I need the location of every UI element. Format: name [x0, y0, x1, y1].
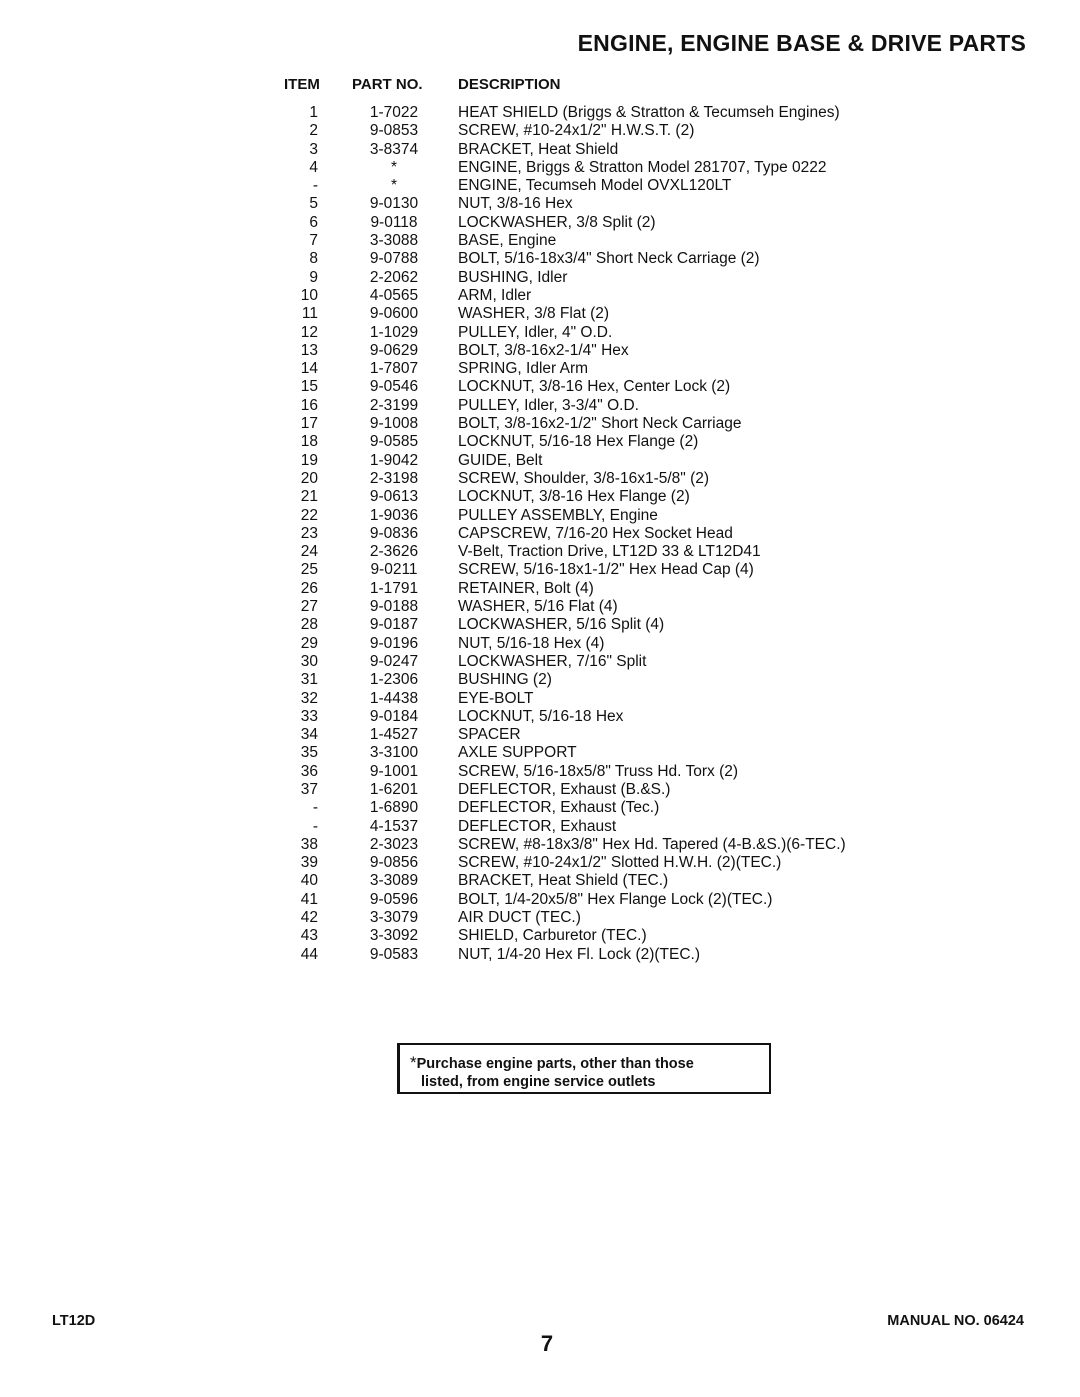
part-description: BOLT, 3/8-16x2-1/2" Short Neck Carriage: [458, 415, 742, 433]
table-row: [0, 763, 1080, 781]
part-number: 9-0853: [369, 122, 419, 140]
part-description: BUSHING, Idler: [458, 268, 568, 286]
item-number: 3: [309, 140, 318, 158]
part-description: AIR DUCT (TEC.): [458, 909, 581, 927]
item-number: 6: [309, 213, 318, 231]
table-row: [0, 159, 1080, 177]
item-number: 15: [300, 378, 318, 396]
table-row: [0, 799, 1080, 817]
item-number: 10: [300, 286, 318, 304]
part-description: GUIDE, Belt: [458, 451, 543, 469]
part-description: NUT, 3/8-16 Hex: [458, 195, 573, 213]
table-row: [0, 726, 1080, 744]
table-row: [0, 653, 1080, 671]
part-description: BRACKET, Heat Shield (TEC.): [458, 872, 669, 890]
footer-model: LT12D: [52, 1313, 96, 1329]
part-description: LOCKNUT, 3/8-16 Hex Flange (2): [458, 488, 690, 506]
table-row: [0, 378, 1080, 396]
table-row: [0, 104, 1080, 122]
page-title: ENGINE, ENGINE BASE & DRIVE PARTS: [577, 30, 1026, 56]
item-number: 16: [300, 396, 318, 414]
column-header-part-no: PART NO.: [352, 76, 423, 93]
item-number: 23: [300, 524, 318, 542]
part-number: 9-0600: [369, 305, 419, 323]
part-description: BUSHING (2): [458, 671, 552, 689]
item-number: 26: [300, 579, 318, 597]
table-row: [0, 891, 1080, 909]
column-header-description: DESCRIPTION: [458, 76, 561, 93]
part-description: LOCKWASHER, 3/8 Split (2): [458, 213, 656, 231]
item-number: 5: [309, 195, 318, 213]
item-number: -: [312, 799, 318, 817]
part-description: PULLEY, Idler, 3-3/4" O.D.: [458, 396, 639, 414]
part-number: 3-3100: [369, 744, 419, 762]
part-number: 9-0188: [369, 598, 419, 616]
item-number: 28: [300, 616, 318, 634]
table-row: [0, 122, 1080, 140]
table-row: [0, 635, 1080, 653]
part-description: WASHER, 3/8 Flat (2): [458, 305, 610, 323]
item-number: 33: [300, 707, 318, 725]
part-description: SCREW, #10-24x1/2" Slotted H.W.H. (2)(TEC.): [458, 854, 782, 872]
part-number: 4-0565: [369, 286, 419, 304]
part-number: 9-0613: [369, 488, 419, 506]
part-description: NUT, 1/4-20 Hex Fl. Lock (2)(TEC.): [458, 945, 701, 963]
part-number: 3-3079: [369, 909, 419, 927]
item-number: 20: [300, 469, 318, 487]
part-number: 9-0187: [369, 616, 419, 634]
item-number: 30: [300, 652, 318, 670]
part-number: 3-8374: [369, 140, 419, 158]
part-number: 9-1008: [369, 415, 419, 433]
table-row: [0, 616, 1080, 634]
part-number: 9-0583: [369, 945, 419, 963]
table-row: [0, 818, 1080, 836]
table-row: [0, 452, 1080, 470]
item-number: 39: [300, 854, 318, 872]
table-row: [0, 232, 1080, 250]
part-number: 9-0596: [369, 890, 419, 908]
table-row: [0, 909, 1080, 927]
item-number: 44: [300, 945, 318, 963]
item-number: 11: [301, 305, 318, 323]
item-number: 13: [300, 341, 318, 359]
part-number: 1-2306: [369, 671, 419, 689]
item-number: 29: [300, 634, 318, 652]
item-number: 38: [300, 835, 318, 853]
note-line-2: listed, from engine service outlets: [421, 1074, 656, 1090]
table-row: [0, 342, 1080, 360]
part-description: SPRING, Idler Arm: [458, 360, 589, 378]
item-number: 43: [300, 927, 318, 945]
part-description: LOCKWASHER, 7/16" Split: [458, 652, 647, 670]
part-number: 3-3092: [369, 927, 419, 945]
item-number: 25: [300, 561, 318, 579]
part-description: DEFLECTOR, Exhaust (B.&S.): [458, 780, 671, 798]
item-number: 41: [300, 890, 318, 908]
part-description: LOCKNUT, 5/16-18 Hex: [458, 707, 624, 725]
part-number: 2-2062: [369, 268, 419, 286]
part-description: BOLT, 3/8-16x2-1/4" Hex: [458, 341, 629, 359]
item-number: 32: [300, 689, 318, 707]
part-number: 2-3199: [369, 396, 419, 414]
table-row: [0, 543, 1080, 561]
part-number: 2-3023: [369, 835, 419, 853]
part-description: SCREW, #10-24x1/2" H.W.S.T. (2): [458, 122, 695, 140]
engine-parts-note: [397, 1043, 771, 1094]
table-row: [0, 836, 1080, 854]
part-number: 9-0546: [369, 378, 419, 396]
part-number: 1-4527: [369, 726, 419, 744]
part-number: 3-3089: [369, 872, 419, 890]
table-row: [0, 287, 1080, 305]
part-number: 1-1791: [369, 579, 419, 597]
item-number: 42: [300, 909, 318, 927]
item-number: -: [312, 817, 318, 835]
part-description: EYE-BOLT: [458, 689, 534, 707]
table-row: [0, 872, 1080, 890]
table-row: [0, 507, 1080, 525]
item-number: 8: [309, 250, 318, 268]
table-row: [0, 927, 1080, 945]
table-row: [0, 488, 1080, 506]
table-row: [0, 415, 1080, 433]
part-number: 9-0130: [369, 195, 419, 213]
part-number: 1-1029: [369, 323, 419, 341]
part-description: SCREW, 5/16-18x5/8" Truss Hd. Torx (2): [458, 762, 739, 780]
part-number: 1-7022: [369, 104, 419, 121]
part-description: ARM, Idler: [458, 286, 532, 304]
part-description: ENGINE, Tecumseh Model OVXL120LT: [458, 177, 732, 195]
item-number: 9: [309, 268, 318, 286]
note-line-1: Purchase engine parts, other than those: [416, 1056, 694, 1072]
part-number: 2-3626: [369, 543, 419, 561]
item-number: 34: [300, 726, 318, 744]
part-number: 9-0247: [369, 652, 419, 670]
part-description: SCREW, Shoulder, 3/8-16x1-5/8" (2): [458, 469, 710, 487]
item-number: 31: [300, 671, 318, 689]
table-row: [0, 671, 1080, 689]
item-number: 14: [300, 360, 318, 378]
part-number: 9-0211: [370, 561, 418, 579]
parts-table: [0, 104, 1080, 964]
table-row: [0, 946, 1080, 964]
part-description: SPACER: [458, 726, 521, 744]
table-row: [0, 269, 1080, 287]
part-number: 9-0585: [369, 433, 419, 451]
part-description: WASHER, 5/16 Flat (4): [458, 598, 618, 616]
part-number: 9-0629: [369, 341, 419, 359]
part-description: PULLEY, Idler, 4" O.D.: [458, 323, 613, 341]
part-number: 1-9036: [369, 506, 419, 524]
table-row: [0, 854, 1080, 872]
part-description: BOLT, 1/4-20x5/8" Hex Flange Lock (2)(TEC.): [458, 890, 773, 908]
table-row: [0, 598, 1080, 616]
part-number: 9-1001: [369, 762, 419, 780]
part-number: 2-3198: [369, 469, 419, 487]
part-number: 1-6890: [369, 799, 419, 817]
part-number: *: [390, 158, 398, 176]
part-number: 9-0196: [369, 634, 419, 652]
part-description: AXLE SUPPORT: [458, 744, 577, 762]
part-description: RETAINER, Bolt (4): [458, 579, 594, 597]
part-description: CAPSCREW, 7/16-20 Hex Socket Head: [458, 524, 733, 542]
part-number: 9-0118: [370, 213, 418, 231]
part-description: BRACKET, Heat Shield: [458, 140, 619, 158]
table-row: [0, 561, 1080, 579]
item-number: 1: [309, 104, 318, 121]
part-number: 1-4438: [369, 689, 419, 707]
part-description: DEFLECTOR, Exhaust (Tec.): [458, 799, 660, 817]
item-number: 35: [300, 744, 318, 762]
column-header-item: ITEM: [284, 76, 320, 93]
item-number: 40: [300, 872, 318, 890]
part-description: ENGINE, Briggs & Stratton Model 281707, Type 0222: [458, 158, 827, 176]
part-description: V-Belt, Traction Drive, LT12D 33 & LT12D41: [458, 543, 761, 561]
item-number: 22: [300, 506, 318, 524]
table-row: [0, 214, 1080, 232]
part-number: 9-0836: [369, 524, 419, 542]
table-row: [0, 397, 1080, 415]
table-row: [0, 324, 1080, 342]
item-number: 12: [300, 323, 318, 341]
part-description: LOCKNUT, 5/16-18 Hex Flange (2): [458, 433, 699, 451]
part-number: 1-7807: [369, 360, 419, 378]
table-row: [0, 141, 1080, 159]
item-number: 19: [300, 451, 318, 469]
table-row: [0, 470, 1080, 488]
table-row: [0, 250, 1080, 268]
item-number: 18: [300, 433, 318, 451]
page-number: 7: [540, 1331, 554, 1356]
part-description: NUT, 5/16-18 Hex (4): [458, 634, 605, 652]
part-description: DEFLECTOR, Exhaust: [458, 817, 617, 835]
item-number: 17: [300, 415, 318, 433]
part-description: BASE, Engine: [458, 232, 557, 250]
table-row: [0, 360, 1080, 378]
part-number: 9-0856: [369, 854, 419, 872]
part-number: 1-6201: [369, 780, 419, 798]
table-row: [0, 690, 1080, 708]
part-description: BOLT, 5/16-18x3/4" Short Neck Carriage (2): [458, 250, 760, 268]
part-number: 9-0788: [369, 250, 419, 268]
table-row: [0, 708, 1080, 726]
table-row: [0, 433, 1080, 451]
table-row: [0, 305, 1080, 323]
part-number: 4-1537: [369, 817, 419, 835]
table-row: [0, 744, 1080, 762]
table-row: [0, 781, 1080, 799]
item-number: 2: [309, 122, 318, 140]
item-number: 36: [300, 762, 318, 780]
part-description: LOCKNUT, 3/8-16 Hex, Center Lock (2): [458, 378, 731, 396]
item-number: 37: [300, 780, 318, 798]
part-number: 1-9042: [369, 451, 419, 469]
item-number: 4: [309, 158, 318, 176]
item-number: 7: [309, 232, 318, 250]
part-description: PULLEY ASSEMBLY, Engine: [458, 506, 658, 524]
part-number: 9-0184: [369, 707, 419, 725]
asterisk-note-marker: *: [410, 1053, 417, 1072]
table-row: [0, 177, 1080, 195]
part-description: SCREW, #8-18x3/8" Hex Hd. Tapered (4-B.&S.)(6-TEC.): [458, 835, 846, 853]
item-number: 24: [300, 543, 318, 561]
part-description: LOCKWASHER, 5/16 Split (4): [458, 616, 665, 634]
part-description: SCREW, 5/16-18x1-1/2" Hex Head Cap (4): [458, 561, 754, 579]
table-row: [0, 580, 1080, 598]
part-description: HEAT SHIELD (Briggs & Stratton & Tecumseh Engines): [458, 104, 840, 121]
part-description: SHIELD, Carburetor (TEC.): [458, 927, 647, 945]
table-row: [0, 195, 1080, 213]
item-number: 27: [300, 598, 318, 616]
item-number: -: [312, 177, 318, 195]
part-number: 3-3088: [369, 232, 419, 250]
part-number: *: [390, 177, 398, 195]
item-number: 21: [300, 488, 318, 506]
table-row: [0, 525, 1080, 543]
footer-manual-number: MANUAL NO. 06424: [887, 1313, 1024, 1329]
